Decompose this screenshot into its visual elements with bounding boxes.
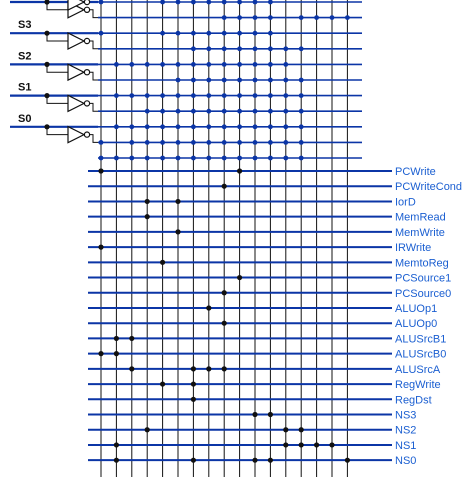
connection-dot bbox=[222, 78, 227, 83]
connection-dot bbox=[253, 109, 258, 114]
connection-dot bbox=[268, 140, 273, 145]
connection-dot bbox=[253, 62, 258, 67]
connection-dot bbox=[237, 62, 242, 67]
or-connection-dot bbox=[145, 214, 150, 219]
connection-dot bbox=[237, 109, 242, 114]
connection-dot bbox=[129, 93, 134, 98]
connection-dot bbox=[160, 93, 165, 98]
connection-dot bbox=[114, 62, 119, 67]
connection-dot bbox=[237, 15, 242, 20]
or-connection-dot bbox=[175, 199, 180, 204]
connection-dot bbox=[99, 0, 104, 4]
connection-dot bbox=[299, 93, 304, 98]
connection-dot bbox=[206, 31, 211, 36]
inverter-bubble-icon bbox=[84, 38, 89, 43]
connection-dot bbox=[99, 156, 104, 161]
or-connection-dot bbox=[222, 366, 227, 371]
connection-dot bbox=[206, 140, 211, 145]
or-connection-dot bbox=[299, 442, 304, 447]
or-connection-dot bbox=[191, 397, 196, 402]
or-connection-dot bbox=[98, 351, 103, 356]
output-label: MemRead bbox=[395, 211, 446, 224]
or-connection-dot bbox=[145, 427, 150, 432]
output-labels bbox=[395, 166, 462, 467]
or-connection-dot bbox=[252, 412, 257, 417]
inverter-output bbox=[90, 135, 98, 143]
or-connection-dot bbox=[98, 245, 103, 250]
or-connection-dot bbox=[114, 442, 119, 447]
connection-dot bbox=[237, 140, 242, 145]
connection-dot bbox=[237, 46, 242, 51]
connection-dot bbox=[145, 124, 150, 129]
inverter-output bbox=[90, 103, 98, 111]
connection-dot bbox=[268, 78, 273, 83]
inverter-output bbox=[90, 10, 98, 18]
inverter-branch bbox=[47, 96, 68, 104]
connection-dot bbox=[206, 78, 211, 83]
output-label: ALUOp0 bbox=[395, 318, 438, 331]
connection-dot bbox=[129, 156, 134, 161]
connection-dot bbox=[191, 109, 196, 114]
connection-dot bbox=[160, 140, 165, 145]
connection-dot bbox=[253, 140, 258, 145]
inverter-bubble-icon bbox=[84, 101, 89, 106]
inverter-branch bbox=[47, 2, 68, 10]
inverter-bubble-icon bbox=[84, 70, 89, 75]
connection-dot bbox=[268, 124, 273, 129]
output-label: MemWrite bbox=[395, 226, 445, 239]
connection-dot bbox=[330, 15, 335, 20]
connection-dot bbox=[145, 140, 150, 145]
connection-dot bbox=[114, 156, 119, 161]
or-connection-dot bbox=[268, 412, 273, 417]
output-label: PCWrite bbox=[395, 166, 436, 178]
connection-dot bbox=[237, 78, 242, 83]
or-connection-dot bbox=[191, 381, 196, 386]
output-label: IorD bbox=[395, 196, 416, 209]
connection-dot bbox=[222, 156, 227, 161]
or-connection-dot bbox=[160, 260, 165, 265]
connection-dot bbox=[114, 93, 119, 98]
or-connection-dot bbox=[283, 427, 288, 432]
connection-dot bbox=[176, 0, 181, 4]
connection-dot bbox=[160, 109, 165, 114]
connection-dot bbox=[268, 109, 273, 114]
or-connection-dot bbox=[114, 351, 119, 356]
connection-dot bbox=[176, 62, 181, 67]
connection-dot bbox=[299, 156, 304, 161]
connection-dot bbox=[176, 78, 181, 83]
or-connection-dot bbox=[175, 229, 180, 234]
output-label: NS3 bbox=[395, 409, 417, 422]
or-connection-dot bbox=[222, 184, 227, 189]
junction-dot bbox=[44, 31, 49, 36]
connection-dot bbox=[145, 156, 150, 161]
or-connection-dot bbox=[129, 366, 134, 371]
junction-dot bbox=[44, 62, 49, 67]
or-connection-dot bbox=[206, 366, 211, 371]
connection-dot bbox=[283, 62, 288, 67]
or-connection-dot bbox=[345, 458, 350, 463]
connection-dot bbox=[206, 46, 211, 51]
connection-dot bbox=[176, 109, 181, 114]
connection-dot bbox=[253, 124, 258, 129]
inverter-bubble-icon bbox=[84, 0, 89, 5]
junction-dot bbox=[44, 93, 49, 98]
junction-dot bbox=[44, 124, 49, 129]
connection-dot bbox=[253, 15, 258, 20]
connection-dot bbox=[191, 46, 196, 51]
connection-dot bbox=[191, 62, 196, 67]
connection-dot bbox=[222, 15, 227, 20]
connection-dot bbox=[268, 93, 273, 98]
connection-dot bbox=[191, 78, 196, 83]
input-inverters bbox=[47, 0, 98, 143]
or-connection-dot bbox=[252, 458, 257, 463]
connection-dot bbox=[237, 93, 242, 98]
connection-dot bbox=[206, 62, 211, 67]
connection-dot bbox=[283, 124, 288, 129]
connection-dot bbox=[114, 124, 119, 129]
inverter-icon bbox=[68, 95, 84, 111]
connection-dot bbox=[222, 62, 227, 67]
or-connection-dot bbox=[299, 427, 304, 432]
connection-dot bbox=[299, 109, 304, 114]
or-connection-dot bbox=[129, 336, 134, 341]
connection-dot bbox=[191, 93, 196, 98]
connection-dot bbox=[222, 0, 227, 4]
connection-dot bbox=[283, 156, 288, 161]
connection-dot bbox=[176, 93, 181, 98]
connection-dot bbox=[253, 31, 258, 36]
connection-dot bbox=[160, 156, 165, 161]
connection-dot bbox=[299, 46, 304, 51]
inverter-output bbox=[90, 41, 98, 49]
connection-dot bbox=[299, 140, 304, 145]
connection-dot bbox=[299, 124, 304, 129]
connection-dot bbox=[145, 62, 150, 67]
or-connection-dot bbox=[222, 290, 227, 295]
output-label: ALUSrcA bbox=[395, 363, 441, 376]
inverter-bubble-icon bbox=[84, 7, 89, 12]
connection-dot bbox=[345, 15, 350, 20]
connection-dot bbox=[299, 78, 304, 83]
or-connection-dot bbox=[268, 458, 273, 463]
output-label: IRWrite bbox=[395, 242, 432, 255]
or-connection-dot bbox=[160, 381, 165, 386]
connection-dot bbox=[283, 140, 288, 145]
connection-dot bbox=[268, 156, 273, 161]
connection-dot bbox=[145, 109, 150, 114]
output-label: PCSource1 bbox=[395, 272, 452, 285]
connection-dot bbox=[237, 156, 242, 161]
connection-dot bbox=[314, 15, 319, 20]
inverter-branch bbox=[47, 64, 68, 72]
or-connection-dot bbox=[329, 442, 334, 447]
connection-dot bbox=[176, 140, 181, 145]
or-connection-dot bbox=[114, 336, 119, 341]
connection-dot bbox=[222, 109, 227, 114]
or-connection-dot bbox=[191, 366, 196, 371]
input-label: S3 bbox=[18, 19, 32, 32]
output-label: RegDst bbox=[395, 394, 432, 407]
connection-dot bbox=[206, 109, 211, 114]
connection-dot bbox=[206, 0, 211, 4]
connection-dot bbox=[191, 156, 196, 161]
connection-dot bbox=[268, 15, 273, 20]
or-connection-dot bbox=[314, 442, 319, 447]
connection-dot bbox=[222, 93, 227, 98]
connection-dot bbox=[191, 140, 196, 145]
connection-dot bbox=[253, 0, 258, 4]
or-connection-dot bbox=[206, 305, 211, 310]
connection-dot bbox=[283, 93, 288, 98]
connection-dot bbox=[160, 0, 165, 4]
inverter-branch bbox=[47, 127, 68, 135]
connection-dot bbox=[191, 31, 196, 36]
connection-dot bbox=[160, 124, 165, 129]
connection-dot bbox=[237, 31, 242, 36]
or-connection-dot bbox=[145, 199, 150, 204]
connection-dot bbox=[129, 140, 134, 145]
or-connection-dot bbox=[237, 275, 242, 280]
connection-dot bbox=[191, 0, 196, 4]
or-connection-dot bbox=[98, 168, 103, 173]
inverter-output bbox=[90, 72, 98, 80]
output-label: PCSource0 bbox=[395, 287, 452, 300]
inverter-icon bbox=[68, 33, 84, 49]
or-connection-dot bbox=[191, 458, 196, 463]
inverter-icon bbox=[68, 127, 84, 143]
inverter-bubble-icon bbox=[84, 132, 89, 137]
connection-dot bbox=[145, 93, 150, 98]
connection-dot bbox=[268, 31, 273, 36]
or-connection-dot bbox=[222, 321, 227, 326]
connection-dot bbox=[268, 46, 273, 51]
connection-dot bbox=[299, 15, 304, 20]
connection-dot bbox=[253, 156, 258, 161]
output-label: NS2 bbox=[395, 424, 417, 437]
connection-dot bbox=[206, 93, 211, 98]
inverter-icon bbox=[68, 64, 84, 80]
output-label: ALUOp1 bbox=[395, 302, 438, 315]
connection-dot bbox=[129, 62, 134, 67]
or-connection-dot bbox=[114, 458, 119, 463]
connection-dot bbox=[191, 124, 196, 129]
connection-dot bbox=[206, 124, 211, 129]
output-label: PCWriteCond bbox=[395, 181, 463, 194]
input-label: S0 bbox=[18, 112, 32, 125]
connection-dot bbox=[283, 109, 288, 114]
connection-dot bbox=[129, 124, 134, 129]
and-plane-columns bbox=[101, 0, 347, 477]
output-label: NS1 bbox=[395, 439, 417, 452]
output-label: ALUSrcB1 bbox=[395, 333, 447, 346]
connection-dot bbox=[222, 140, 227, 145]
connection-dot bbox=[99, 31, 104, 36]
connection-dot bbox=[160, 62, 165, 67]
input-label: S2 bbox=[18, 50, 32, 63]
connection-dot bbox=[253, 78, 258, 83]
connection-dot bbox=[237, 0, 242, 4]
connection-dot bbox=[222, 46, 227, 51]
connection-dot bbox=[253, 46, 258, 51]
connection-dot bbox=[268, 0, 273, 4]
output-label: NS0 bbox=[395, 455, 417, 468]
connection-dot bbox=[283, 78, 288, 83]
connection-dot bbox=[99, 140, 104, 145]
connection-dot bbox=[206, 156, 211, 161]
or-connection-dot bbox=[283, 442, 288, 447]
connection-dot bbox=[253, 93, 258, 98]
connection-dot bbox=[222, 31, 227, 36]
connection-dot bbox=[222, 124, 227, 129]
connection-dot bbox=[160, 31, 165, 36]
connection-dot bbox=[176, 124, 181, 129]
input-label: S1 bbox=[18, 81, 32, 94]
connection-dot bbox=[283, 46, 288, 51]
or-connection-dot bbox=[237, 168, 242, 173]
output-label: ALUSrcB0 bbox=[395, 348, 447, 361]
output-label: RegWrite bbox=[395, 379, 441, 392]
connection-dot bbox=[176, 31, 181, 36]
inverter-branch bbox=[47, 33, 68, 41]
connection-dot bbox=[268, 62, 273, 67]
connection-dot bbox=[176, 156, 181, 161]
output-label: MemtoReg bbox=[395, 257, 449, 270]
junction-dot bbox=[44, 0, 49, 5]
input-labels bbox=[18, 0, 39, 125]
connection-dot bbox=[237, 124, 242, 129]
